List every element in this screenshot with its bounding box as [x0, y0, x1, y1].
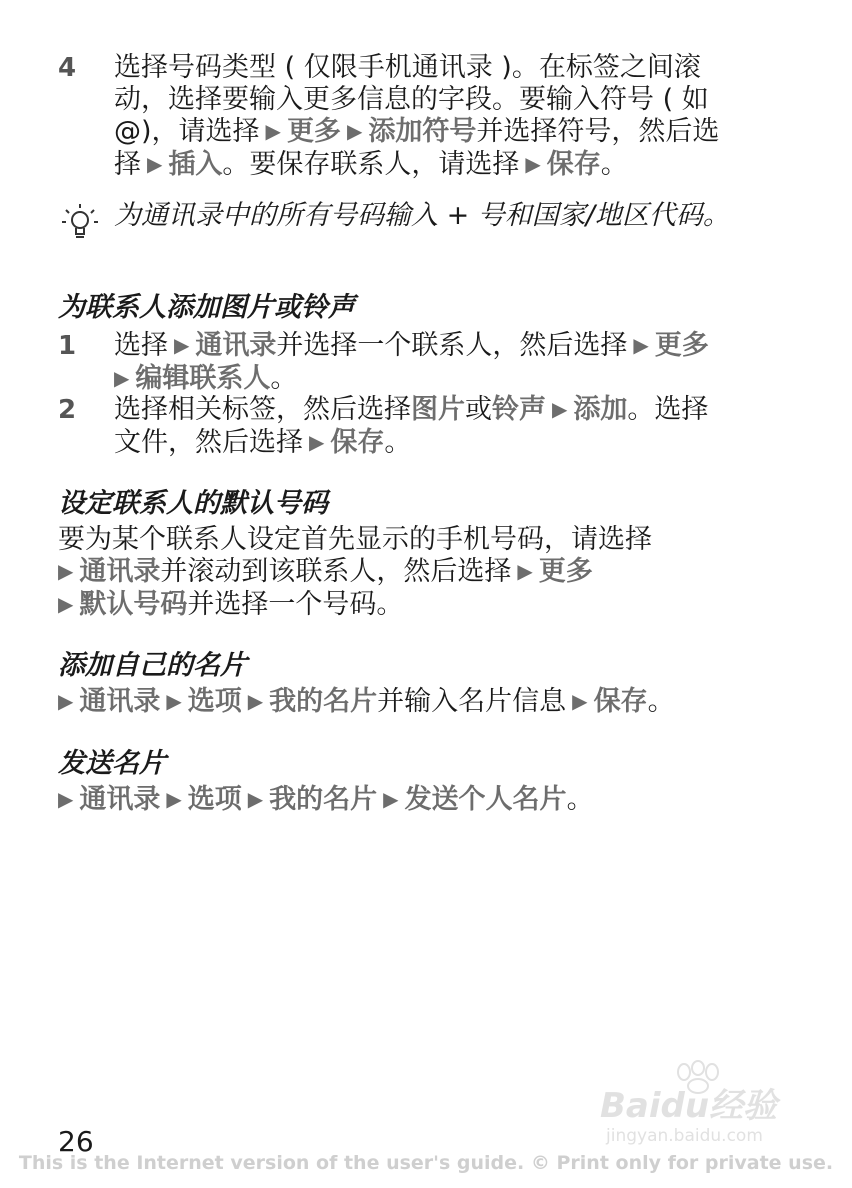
- arrow-icon: ▶: [517, 559, 533, 583]
- arrow-icon: ▶: [572, 689, 588, 713]
- text-line: ▶ 默认号码并选择一个号码。: [58, 589, 404, 620]
- paragraph: ▶ 通讯录 ▶ 选项 ▶ 我的名片 ▶ 发送个人名片。: [58, 784, 594, 815]
- menu-term: 更多: [538, 556, 593, 587]
- menu-term: 铃声: [492, 394, 546, 425]
- menu-term: 通讯录: [195, 330, 277, 361]
- menu-term: 默认号码: [79, 589, 188, 620]
- watermark-logo: Baidu经验: [600, 1086, 778, 1126]
- paragraph: ▶ 通讯录 ▶ 选项 ▶ 我的名片并输入名片信息 ▶ 保存。: [58, 686, 675, 717]
- lightbulb-icon: [58, 200, 102, 244]
- menu-term: 通讯录: [79, 686, 161, 717]
- step-number: 2: [58, 395, 77, 425]
- step-body: [114, 330, 802, 396]
- text-line: 文件，然后选择 ▶ 保存。: [114, 427, 412, 458]
- text-line: 要为某个联系人设定首先显示的手机号码，请选择: [58, 524, 652, 555]
- menu-term: 选项: [187, 686, 242, 717]
- section-heading: 为联系人添加图片或铃声: [58, 292, 355, 323]
- arrow-icon: ▶: [114, 366, 130, 390]
- menu-term: 更多: [654, 330, 709, 361]
- arrow-icon: ▶: [633, 333, 649, 357]
- arrow-icon: ▶: [166, 787, 182, 811]
- menu-term: 通讯录: [79, 556, 161, 587]
- tip-note: [58, 200, 730, 244]
- menu-term: 保存: [330, 427, 385, 458]
- text-line: ▶ 编辑联系人。: [114, 363, 298, 394]
- text-line: @)，请选择 ▶ 更多 ▶ 添加符号并选择符号，然后选: [114, 116, 720, 147]
- menu-term: 图片: [411, 394, 465, 425]
- arrow-icon: ▶: [309, 430, 325, 454]
- section-heading: 设定联系人的默认号码: [58, 488, 328, 519]
- arrow-icon: ▶: [383, 787, 399, 811]
- arrow-icon: ▶: [58, 787, 74, 811]
- arrow-icon: ▶: [147, 152, 163, 176]
- section-heading: 添加自己的名片: [58, 650, 247, 681]
- arrow-icon: ▶: [58, 592, 74, 616]
- step-2: [58, 394, 802, 460]
- section-heading: 发送名片: [58, 748, 166, 779]
- page-number: 26: [58, 1125, 94, 1158]
- menu-term: 选项: [187, 784, 242, 815]
- arrow-icon: ▶: [265, 119, 281, 143]
- text-line: 选择 ▶ 通讯录并选择一个联系人，然后选择 ▶ 更多: [114, 330, 709, 361]
- step-body: [114, 394, 802, 460]
- tip-text: 为通讯录中的所有号码输入 + 号和国家/地区代码。: [114, 200, 730, 231]
- step-number: 4: [58, 53, 77, 83]
- arrow-icon: ▶: [247, 689, 264, 713]
- arrow-icon: ▶: [346, 119, 363, 143]
- baidu-watermark: [600, 1060, 810, 1160]
- text-line: 选择相关标签，然后选择图片或铃声 ▶ 添加。选择: [114, 394, 709, 425]
- menu-term: 通讯录: [79, 784, 161, 815]
- arrow-icon: ▶: [247, 787, 264, 811]
- arrow-icon: ▶: [58, 689, 74, 713]
- step-4: [58, 52, 802, 182]
- menu-term: 插入: [168, 149, 223, 180]
- step-body: [114, 52, 802, 182]
- menu-term: 我的名片: [269, 784, 378, 815]
- menu-term: 更多: [286, 116, 341, 147]
- menu-term: 添加符号: [368, 116, 477, 147]
- watermark-url: jingyan.baidu.com: [606, 1126, 763, 1146]
- step-1: [58, 330, 802, 396]
- text-line: 择 ▶ 插入。要保存联系人，请选择 ▶ 保存。: [114, 149, 628, 180]
- text-line: ▶ 通讯录并滚动到该联系人，然后选择 ▶ 更多: [58, 556, 593, 587]
- text-line: 动，选择要输入更多信息的字段。要输入符号 ( 如: [114, 84, 709, 115]
- menu-term: 发送个人名片: [404, 784, 567, 815]
- menu-term: 添加: [573, 394, 628, 425]
- arrow-icon: ▶: [552, 397, 568, 421]
- arrow-icon: ▶: [58, 559, 74, 583]
- paragraph: [58, 524, 802, 622]
- menu-term: 我的名片: [269, 686, 378, 717]
- step-number: 1: [58, 331, 77, 361]
- arrow-icon: ▶: [525, 152, 541, 176]
- menu-term: 编辑联系人: [135, 363, 271, 394]
- arrow-icon: ▶: [166, 689, 182, 713]
- menu-term: 保存: [546, 149, 601, 180]
- text-line: 选择号码类型 ( 仅限手机通讯录 )。在标签之间滚: [114, 52, 701, 83]
- arrow-icon: ▶: [174, 333, 190, 357]
- menu-term: 保存: [593, 686, 648, 717]
- footer-notice: This is the Internet version of the user's guide. © Print only for private use.: [18, 1152, 834, 1174]
